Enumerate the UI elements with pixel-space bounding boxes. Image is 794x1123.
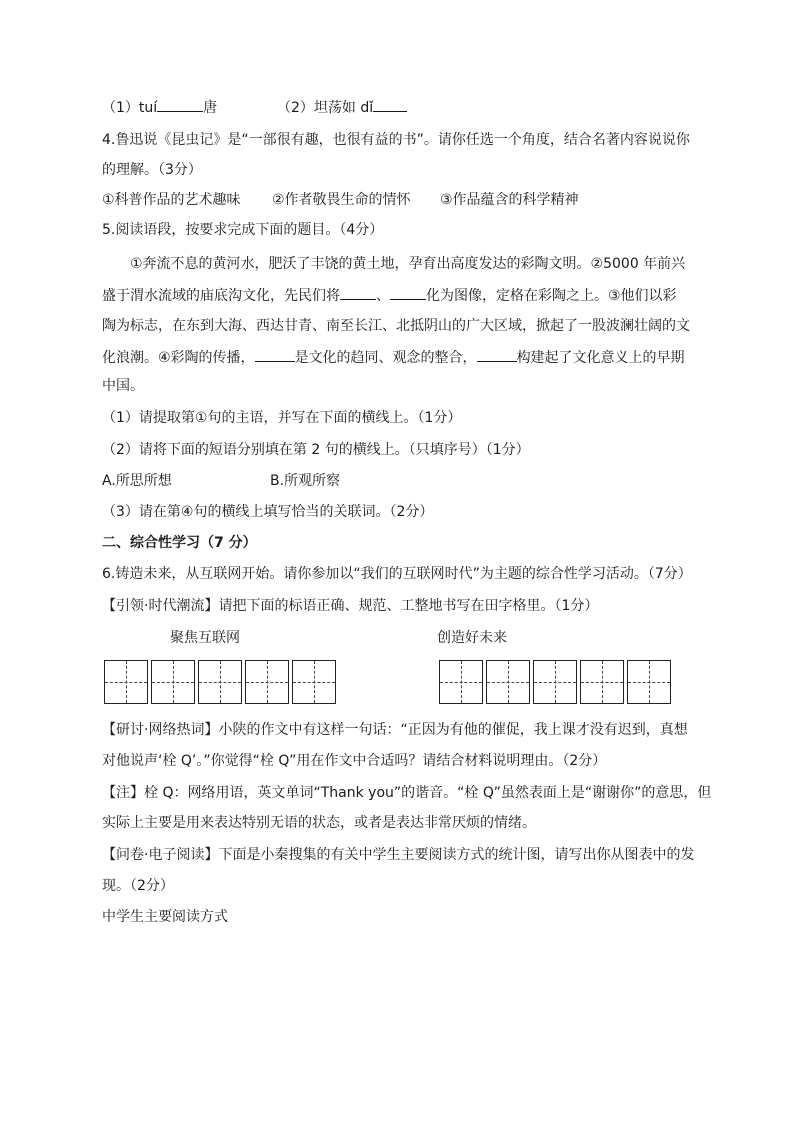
grid-cell[interactable] [292, 660, 336, 704]
q3-part2 [277, 96, 407, 118]
slogan-right: 创造好未来 [437, 630, 507, 646]
q6-part1-instruction: 【引领·时代潮流】请把下面的标语正确、规范、工整地书写在田字格里。（1分） [102, 598, 599, 614]
grid-cell[interactable] [627, 660, 671, 704]
q5-blank-3[interactable] [255, 346, 295, 362]
writing-grid-right [439, 660, 671, 704]
q5-sub-question-2: （2）请将下面的短语分别填在第 2 句的横线上。（只填序号）（1分） [102, 442, 530, 458]
q3-part1-prefix: （1）tuí [102, 100, 158, 116]
q6-part3-line2: 现。（2分） [102, 878, 174, 894]
q4-option-3: ③作品蕴含的科学精神 [440, 192, 579, 208]
q5-paragraph-line2 [102, 284, 677, 306]
grid-cell[interactable] [580, 660, 624, 704]
grid-cell[interactable] [486, 660, 530, 704]
q5-para-line4-b: 是文化的趋同、观念的整合， [294, 350, 477, 366]
q5-para-line2-b: 化为图像，定格在彩陶之上。③他们以彩 [426, 288, 677, 304]
q3-part2-prefix: （2）坦荡如 dǐ [277, 100, 374, 116]
q3-part1-blank[interactable] [157, 96, 203, 112]
q3-part1-suffix: 唐 [203, 100, 218, 116]
q5-paragraph-line1: ①奔流不息的黄河水，肥沃了丰饶的黄土地，孕育出高度发达的彩陶文明。②5000 年前兴 [130, 256, 686, 272]
q3-pinyin-line [102, 96, 217, 118]
q6-part2-line1: 【研讨·网络热词】小陕的作文中有这样一句话：“正因为有他的催促，我上课才没有迟到，真想 [102, 722, 688, 738]
q4-question-line1: 4.鲁迅说《昆虫记》是“一部很有趣，也很有益的书”。请你任选一个角度，结合名著内容说说你 [102, 132, 690, 148]
q5-title: 5.阅读语段，按要求完成下面的题目。（4分） [102, 222, 384, 238]
q6-note-line1: 【注】栓 Q：网络用语，英文单词“Thank you”的谐音。“栓 Q”虽然表面上是“谢谢你”的意思，但 [102, 785, 712, 801]
grid-cell[interactable] [198, 660, 242, 704]
grid-cell[interactable] [151, 660, 195, 704]
q6-part3-line1: 【问卷·电子阅读】下面是小秦搜集的有关中学生主要阅读方式的统计图，请写出你从图表中的发 [102, 847, 695, 863]
q4-option-2: ②作者敬畏生命的情怀 [272, 192, 411, 208]
grid-cell[interactable] [104, 660, 148, 704]
q6-intro: 6.铸造未来，从互联网开始。请你参加以“我们的互联网时代”为主题的综合性学习活动。（7分） [102, 566, 692, 582]
slogan-left: 聚焦互联网 [170, 630, 240, 646]
q5-blank-2[interactable] [390, 284, 426, 300]
q5-paragraph-line4 [102, 346, 685, 368]
q5-paragraph-line5: 中国。 [102, 378, 144, 394]
writing-grid-left [104, 660, 336, 704]
chart-caption: 中学生主要阅读方式 [102, 909, 228, 925]
q5-option-a: A.所思所想 [102, 473, 172, 489]
q5-blank-1[interactable] [340, 284, 376, 300]
q4-option-1: ①科普作品的艺术趣味 [102, 192, 241, 208]
grid-cell[interactable] [439, 660, 483, 704]
q5-para-line2-sep: 、 [376, 288, 390, 304]
q4-question-line2: 的理解。（3分） [102, 162, 202, 178]
q5-blank-4[interactable] [477, 346, 517, 362]
q6-part2-line2: 对他说声‘栓 Q’。”你觉得“栓 Q”用在作文中合适吗？请结合材料说明理由。（2分） [102, 753, 607, 769]
q5-sub-question-1: （1）请提取第①句的主语，并写在下面的横线上。（1分） [102, 410, 462, 426]
grid-cell[interactable] [533, 660, 577, 704]
q5-sub-question-3: （3）请在第④句的横线上填写恰当的关联词。（2分） [102, 504, 434, 520]
q5-para-line2-a: 盛于渭水流域的庙底沟文化，先民们将 [102, 288, 340, 304]
section-2-title: 二、综合性学习（7 分） [102, 535, 257, 551]
q3-part2-blank[interactable] [373, 96, 407, 112]
q5-para-line4-a: 化浪潮。④彩陶的传播， [102, 350, 255, 366]
q5-option-b: B.所观所察 [270, 473, 341, 489]
q5-paragraph-line3: 陶为标志，在东到大海、西达甘青、南至长江、北抵阴山的广大区域，掀起了一股波澜壮阔的文 [102, 318, 690, 334]
q5-para-line4-c: 构建起了文化意义上的早期 [516, 350, 685, 366]
q6-note-line2: 实际上主要是用来表达特别无语的状态，或者是表达非常厌烦的情绪。 [102, 815, 536, 831]
grid-cell[interactable] [245, 660, 289, 704]
